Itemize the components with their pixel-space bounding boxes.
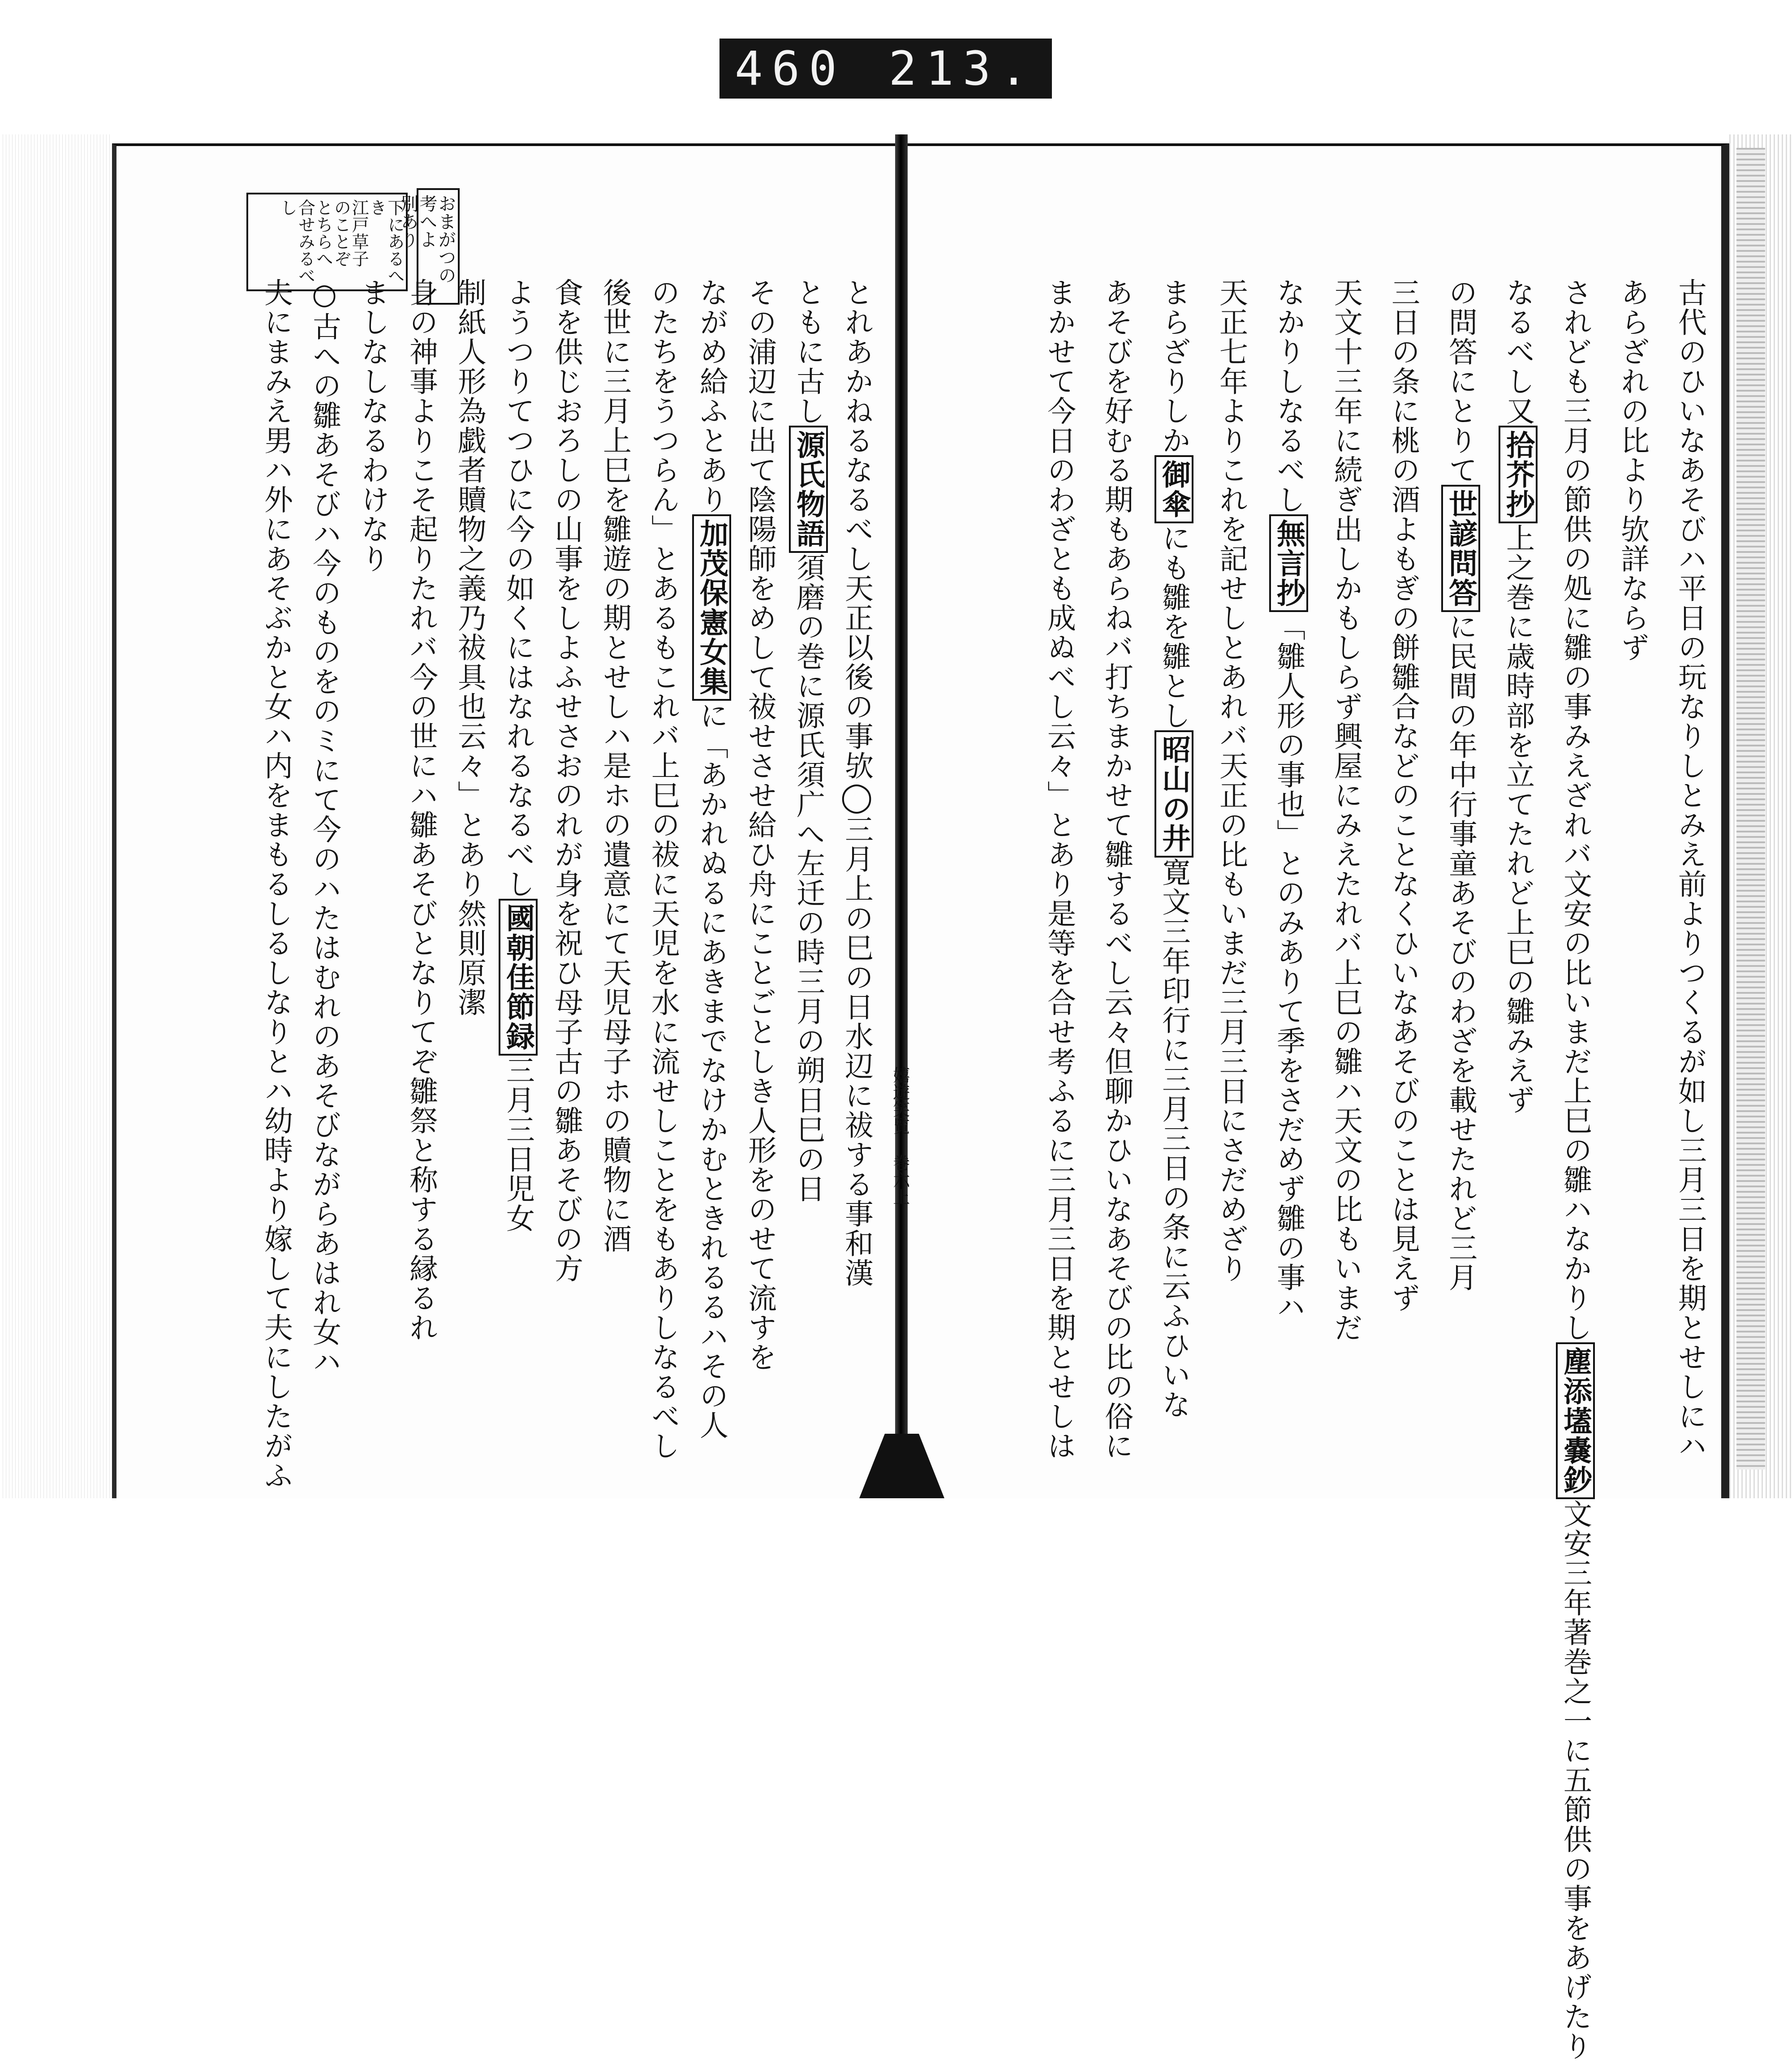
text-column [1673, 278, 1706, 1461]
text-column [1387, 278, 1420, 1313]
column-text: ましなしなるわけなり [356, 278, 389, 573]
column-text: なるべし又 [1501, 278, 1534, 426]
text-column [1501, 278, 1535, 1115]
column-text-cont: 須磨の巻に源氏須广へ左迁の時三月の朔日巳の日 [792, 553, 825, 1203]
column-text: 後世に三月上巳を雛遊の期とせしハ是ホの遺意にて天児母子ホの贖物に酒 [598, 278, 631, 1254]
column-text-cont: 上之巻に歳時部を立てたれど上巳の雛みえず [1501, 523, 1534, 1115]
text-column [600, 278, 629, 1254]
text-column [1215, 278, 1248, 1283]
column-text: まかせて今日のわざとも成ぬべし云々」とあり是等を合せ考ふるに三月三日を期とせしは [1042, 278, 1076, 1461]
column-text: されども三月の節供の処に雛の事みえざれバ文安の比いまだ上巳の雛ハなかりし [1559, 278, 1592, 1342]
column-text: ようつりてつひに今の如くにはなれるなるべし [501, 278, 534, 899]
column-text: その浦辺に出て陰陽師をめして祓せさせ給ひ舟にことごとしき人形をのせて流すを [743, 278, 776, 1372]
text-column [1331, 278, 1360, 1342]
column-text: 天文十三年に続ぎ出しかもしらず興屋にみえたれバ上巳の雛ハ天文の比もいまだ [1329, 278, 1362, 1342]
text-column [358, 278, 387, 573]
column-text-cont: に「あかれぬるにあきまでなけかむときれるるハその人 [695, 701, 728, 1440]
title-box: 無言抄 [1269, 514, 1308, 612]
title-box: 國朝佳節録 [499, 899, 538, 1056]
column-text: 身の神事よりこそ起りたれバ今の世にハ雛あそびとなりてぞ雛祭と称する縁るれ [405, 278, 438, 1342]
note-box-1: おまがつの 考へよ 別あり [417, 188, 460, 305]
page-edge-left [0, 134, 112, 1498]
column-text: 制紙人形為戯者贖物之義乃祓具也云々」とあり然則原潔 [453, 278, 486, 1017]
margin-label: 嬉遊笑覧 巻六上 [890, 1066, 910, 1205]
text-column [1274, 278, 1303, 1322]
text-column [310, 278, 339, 1376]
note-box-2: 下にあるへき 江戸草子 のことぞ とちらへ 合せみるべし [246, 193, 408, 291]
text-column [842, 278, 871, 1288]
column-text: あそびを好むる期もあらねバ打ちまかせて雛するべし云々但聊かひいなあそびの比の俗に [1100, 278, 1133, 1461]
title-box: 昭山の井 [1154, 730, 1193, 858]
column-text: ともに古し [792, 278, 825, 426]
column-text: のたちをうつらん」とあるもこれバ上巳の祓に天児を水に流せしことをもありしなるべし [646, 278, 680, 1461]
column-text: ○古への雛あそびハ今のものをのミにて今のハたはむれのあそびながらあはれ女ハ [308, 278, 341, 1376]
title-box: 加茂保憲女集 [692, 514, 731, 701]
text-column [646, 278, 680, 1461]
stamp-number-left: 460 [735, 41, 846, 96]
right-page [905, 143, 1729, 1498]
text-column [501, 278, 535, 1233]
column-text: 夫にまみえ男ハ外にあそぶかと女ハ内をまもるしるしなりとハ幼時より嫁して夫にしたがふ [259, 278, 293, 1490]
book-fore-edge [1736, 148, 1765, 1470]
column-text-cont: 「雛人形の事也」とのみありて季をさだめず雛の事ハ [1272, 612, 1305, 1322]
stamp-number-right: 213. [888, 41, 1037, 96]
text-column [405, 278, 438, 1342]
text-column [1100, 278, 1133, 1461]
column-text: 三日の条に桃の酒よもぎの餅雛合などのことなくひいなあそびのことは見えず [1387, 278, 1420, 1313]
text-column [794, 278, 823, 1203]
column-text: まらざりしか [1157, 278, 1190, 455]
title-box: 御傘 [1154, 455, 1193, 523]
text-column [695, 278, 728, 1440]
column-text: とれあかねるなるべし天正以後の事欤◯三月上の巳の日水辺に祓する事和漢 [840, 278, 873, 1288]
column-text-cont: 寛文三年印行に三月三日の条に云ふひいな [1157, 858, 1190, 1419]
text-column [1559, 278, 1592, 2061]
column-text: あらざれの比より欤詳ならず [1616, 278, 1649, 662]
text-column [1157, 278, 1191, 1419]
column-text: 食を供じおろしの山事をしよふせさおのれが身を祝ひ母子古の雛あそびの方 [550, 278, 583, 1283]
text-column [745, 278, 774, 1372]
title-box: 拾芥抄 [1499, 426, 1538, 523]
column-text-cont: にも雛を雛とし [1157, 523, 1190, 730]
text-column [552, 278, 581, 1283]
title-box: 源氏物語 [789, 426, 828, 553]
title-box: 塵添壒嚢鈔 [1556, 1342, 1595, 1499]
column-text: なかりしなるべし [1272, 278, 1305, 514]
column-text: 天正七年よりこれを記せしとあれバ天正の比もいまだ三月三日にさだめざり [1215, 278, 1248, 1283]
column-text: ながめ給ふとあり [695, 278, 728, 514]
column-text-cont: 文安三年著巻之一に五節供の事をあげたり [1559, 1499, 1592, 2061]
text-column [259, 278, 293, 1490]
column-text-cont: に民間の年中行事童あそびのわざを載せたれど三月 [1444, 612, 1477, 1292]
text-column [1444, 278, 1478, 1292]
catalog-number-stamp [719, 39, 1052, 99]
column-text-cont: 三月三日児女 [501, 1056, 534, 1233]
book-gutter [895, 134, 908, 1498]
text-column [1042, 278, 1076, 1461]
column-text: 古代のひいなあそびハ平日の玩なりしとみえ前よりつくるが如し三月三日を期とせしにハ [1673, 278, 1706, 1461]
title-box: 世諺問答 [1441, 485, 1480, 612]
text-column [455, 278, 484, 1017]
column-text: の問答にとりて [1444, 278, 1477, 485]
text-column [1618, 278, 1647, 662]
